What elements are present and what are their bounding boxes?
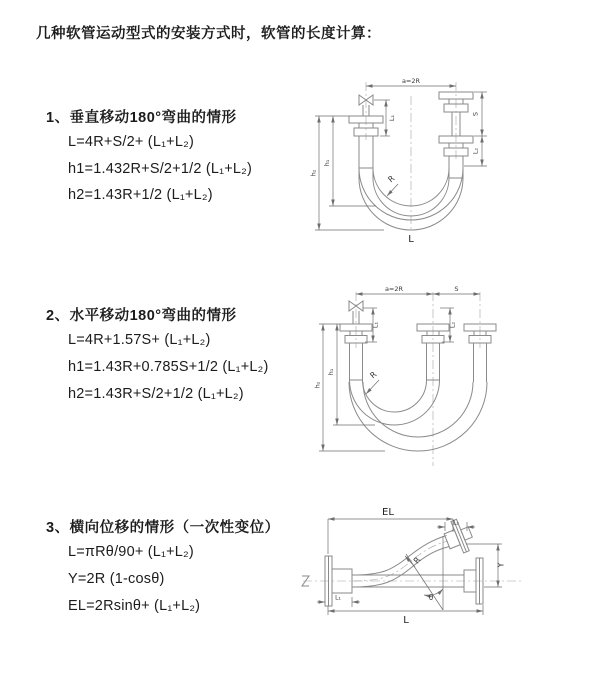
dim-label-l2: L₂ [471,147,480,155]
dim-label-a2r: a=2R [384,285,404,293]
section3-heading: 3、横向位移的情形（一次性变位） [46,520,280,536]
dimensions [314,285,481,451]
dimensions [317,507,506,626]
dim-label-l: L [403,615,409,626]
diagram-lateral-displacement [298,498,578,668]
radius-label: R [386,173,397,185]
dim-label-h1: h₁ [323,159,331,167]
dim-label-y: Y [496,562,506,568]
section2-formula-L: L=4R+1.57S+ (L₁+L₂) [68,332,211,348]
dim-label-h2: h₂ [313,381,322,389]
braid-section [449,156,463,178]
dim-label-l1: L₁ [388,114,396,122]
section3-formula-L: L=πRθ/90+ (L₁+L₂) [68,544,194,560]
page-title: 几种软管运动型式的安装方式时，软管的长度计算： [36,26,381,42]
dim-label-l1: L₁ [371,321,380,329]
centerlines [366,82,456,242]
length-label: L [408,234,414,245]
dim-label-a2r: a=2R [401,77,421,85]
dim-label-l2: L₂ [448,321,457,329]
section1-formula-h1: h1=1.432R+S/2+1/2 (L₁+L₂) [68,161,253,177]
dim-label-h2: h₂ [309,169,318,177]
section2-formula-h2: h2=1.43R+S/2+1/2 (L₁+L₂) [68,386,244,402]
dim-label-h1: h₁ [327,368,335,376]
dim-label-el: EL [382,507,394,518]
dim-label-l1: L₁ [335,594,341,602]
dimensions [310,77,488,245]
radius-label: R [411,555,423,566]
dim-label-l2: L₂ [453,519,459,527]
braid-section [350,343,363,380]
section3-formula-EL: EL=2Rsinθ+ (L₁+L₂) [68,598,201,614]
hose-drawing [340,301,496,451]
angle-theta-label: θ [428,593,434,602]
diagram-horizontal-180-bend [313,280,578,470]
section2-heading: 2、水平移动180°弯曲的情形 [46,308,237,324]
braid-section [359,136,373,168]
hose-drawing [302,516,483,610]
section1-formula-h2: h2=1.43R+1/2 (L₁+L₂) [68,187,213,203]
radius-label: R [368,369,379,381]
dim-label-s: S [454,285,459,293]
section3-formula-Y: Y=2R (1-cosθ) [68,571,165,587]
diagram-vertical-180-bend [306,70,556,255]
section2-formula-h1: h1=1.43R+0.785S+1/2 (L₁+L₂) [68,359,269,375]
section1-formula-L: L=4R+S/2+ (L₁+L₂) [68,134,194,150]
section1-heading: 1、垂直移动180°弯曲的情形 [46,110,237,126]
dim-label-s: S [471,111,480,117]
